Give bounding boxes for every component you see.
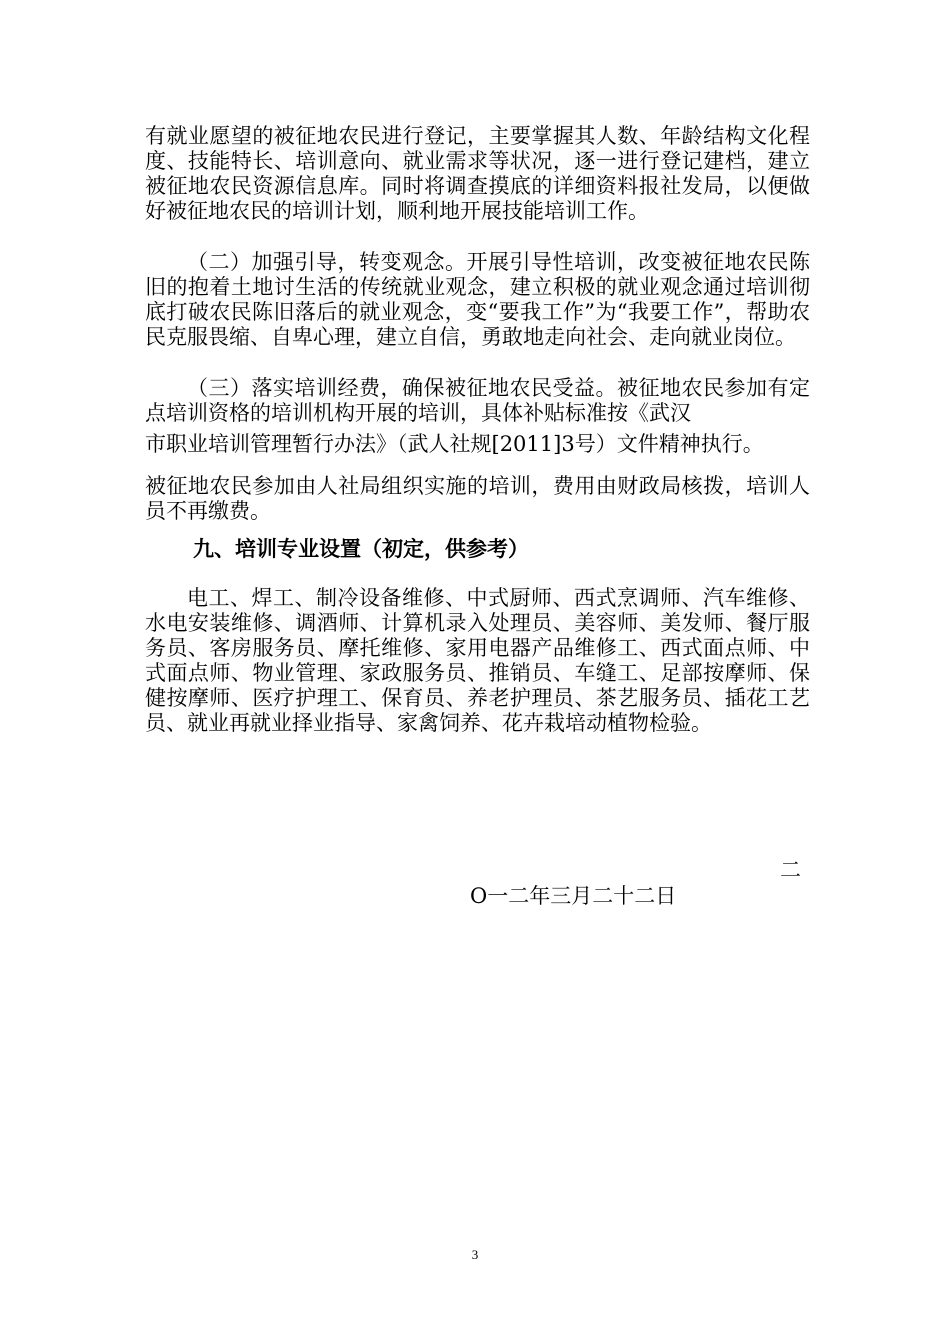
paragraph-fees: 被征地农民参加由人社局组织实施的培训，费用由财政局核拨，培训人员不再缴费。	[145, 474, 810, 523]
signature-date: O一二年三月二十二日	[470, 884, 677, 908]
paragraph-specialties: 电工、焊工、制冷设备维修、中式厨师、西式烹调师、汽车维修、水电安装维修、调酒师、计算机录入处理员、美容师、美发师、餐厅服务员、客房服务员、摩托维修、家用电器产品维修工、西式面点师、中式面点师、物业管理、家政服务员、推销员、车缝工、足部按摩师、保健按摩师、医疗护理工、保育员、养老护理员、茶艺服务员、插花工艺员、就业再就业择业指导、家禽饲养、花卉栽培动植物检验。	[145, 586, 810, 735]
section-heading: 九、培训专业设置（初定，供参考）	[193, 537, 529, 561]
page-number: 3	[471, 1247, 479, 1262]
signature-date-first-char: 二	[780, 858, 801, 882]
paragraph-funding-continued: 市职业培训管理暂行办法》（武人社规[2011]3号）文件精神执行。	[145, 432, 764, 456]
paragraph-funding: （三）落实培训经费，确保被征地农民受益。被征地农民参加有定点培训资格的培训机构开展的培训，具体补贴标准按《武汉	[145, 376, 810, 425]
paragraph-guidance: （二）加强引导，转变观念。开展引导性培训，改变被征地农民陈旧的抱着土地讨生活的传统就业观念，建立积极的就业观念通过培训彻底打破农民陈旧落后的就业观念，变“要我工作”为“我要工作”，帮助农民克服畏缩、自卑心理，建立自信，勇敢地走向社会、走向就业岗位。	[145, 250, 810, 349]
paragraph-registration: 有就业愿望的被征地农民进行登记，主要掌握其人数、年龄结构文化程度、技能特长、培训意向、就业需求等状况，逐一进行登记建档，建立被征地农民资源信息库。同时将调查摸底的详细资料报社发局，以便做好被征地农民的培训计划，顺利地开展技能培训工作。	[145, 124, 810, 223]
